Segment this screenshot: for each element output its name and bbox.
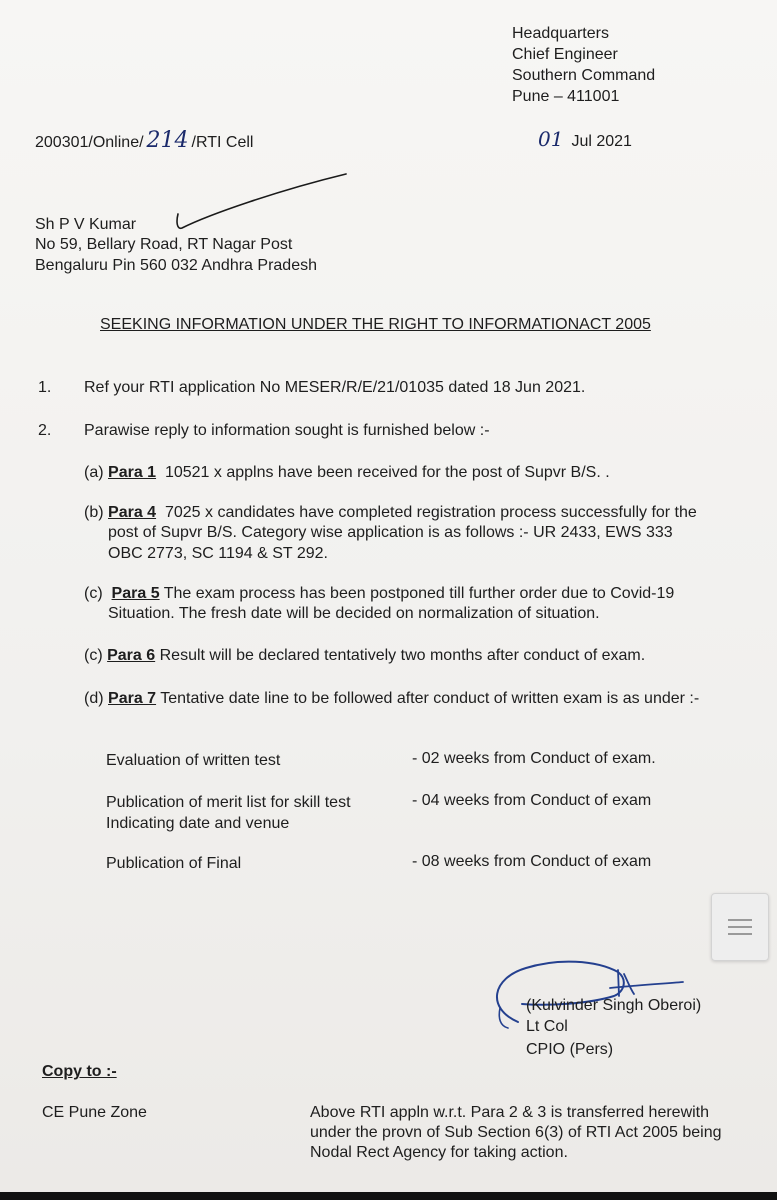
sub-para	[84, 689, 699, 709]
hamburger-icon	[728, 914, 752, 940]
menu-button[interactable]	[711, 893, 769, 961]
para-number: 1.	[38, 379, 52, 396]
subject-heading: SEEKING INFORMATION UNDER THE RIGHT TO INFORMATIONACT 2005	[100, 316, 651, 333]
sub-para-label: (c)	[84, 585, 103, 602]
timeline-value: - 04 weeks from Conduct of exam	[412, 792, 652, 809]
sub-para-text: The exam process has been postponed till further order due to Covid-19	[163, 585, 675, 602]
address-line: Chief Engineer	[512, 46, 618, 63]
copy-to-note: Above RTI appln w.r.t. Para 2 & 3 is transferred herewith	[310, 1104, 710, 1121]
sub-para-text: Situation. The fresh date will be decided on normalization of situation.	[108, 605, 600, 622]
signatory-name: (Kulvinder Singh Oberoi)	[526, 997, 702, 1014]
sub-para	[84, 584, 674, 604]
sub-para-label: (a)	[84, 464, 104, 481]
copy-to-note: under the provn of Sub Section 6(3) of RTI Act 2005 being	[310, 1124, 722, 1141]
sub-para	[84, 463, 610, 483]
sub-para-text: Result will be declared tentatively two months after conduct of exam.	[159, 647, 646, 664]
ref-prefix: 200301/Online/	[35, 134, 144, 151]
address-line: Headquarters	[512, 25, 609, 42]
timeline-item: Publication of Final	[106, 855, 242, 872]
signatory-rank: Lt Col	[526, 1018, 568, 1035]
timeline-item: Publication of merit list for skill test	[106, 794, 351, 811]
sub-para-text: OBC 2773, SC 1194 & ST 292.	[108, 545, 328, 562]
sub-para-text: post of Supvr B/S. Category wise application is as follows :- UR 2433, EWS 333	[108, 524, 673, 541]
sub-para-label: (b)	[84, 504, 104, 521]
bottom-bar	[0, 1192, 777, 1200]
timeline-item: Indicating date and venue	[106, 815, 290, 832]
date-handwritten: 01	[538, 127, 564, 151]
timeline-item: Evaluation of written test	[106, 752, 281, 769]
tick-mark-icon	[170, 170, 355, 240]
sub-para	[84, 503, 697, 523]
timeline-value: - 02 weeks from Conduct of exam.	[412, 750, 656, 767]
sub-para-text: 10521 x applns have been received for the post of Supvr B/S. .	[164, 464, 610, 481]
copy-to-heading: Copy to :-	[42, 1063, 117, 1080]
ref-handwritten: 214	[146, 128, 189, 153]
para-text: Parawise reply to information sought is furnished below :-	[84, 422, 490, 439]
addressee-line: Sh P V Kumar	[35, 216, 137, 233]
sub-para-text: 7025 x candidates have completed registration process successfully for the	[164, 504, 697, 521]
para-number: 2.	[38, 422, 52, 439]
date-suffix: Jul 2021	[571, 133, 632, 150]
sub-para-ref: Para 7	[108, 690, 157, 707]
sub-para-ref: Para 5	[111, 585, 160, 602]
reference-number	[35, 128, 254, 153]
copy-to-recipient: CE Pune Zone	[42, 1104, 147, 1121]
sub-para	[84, 646, 645, 666]
copy-to-note: Nodal Rect Agency for taking action.	[310, 1144, 568, 1161]
sub-para-ref: Para 1	[108, 464, 157, 481]
sub-para-ref: Para 6	[107, 647, 156, 664]
signature-icon	[478, 948, 688, 1038]
addressee-line: No 59, Bellary Road, RT Nagar Post	[35, 236, 293, 253]
sub-para-label: (d)	[84, 690, 104, 707]
letter-date	[538, 129, 632, 152]
signatory-post: CPIO (Pers)	[526, 1041, 614, 1058]
sub-para-label: (c)	[84, 647, 103, 664]
sub-para-text: Tentative date line to be followed after conduct of written exam is as under :-	[160, 690, 700, 707]
sub-para-ref: Para 4	[108, 504, 157, 521]
timeline-value: - 08 weeks from Conduct of exam	[412, 853, 652, 870]
address-line: Southern Command	[512, 67, 656, 84]
address-line: Pune – 411001	[512, 88, 620, 105]
para-text: Ref your RTI application No MESER/R/E/21/01035 dated 18 Jun 2021.	[84, 379, 586, 396]
ref-suffix: /RTI Cell	[191, 134, 254, 151]
addressee-line: Bengaluru Pin 560 032 Andhra Pradesh	[35, 257, 317, 274]
